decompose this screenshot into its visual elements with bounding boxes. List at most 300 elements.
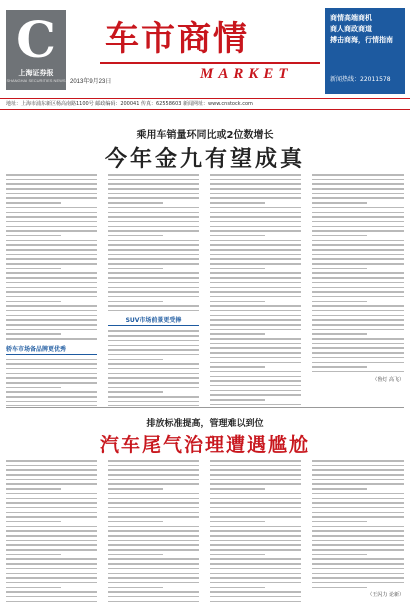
text-line xyxy=(312,188,404,190)
text-line xyxy=(210,385,301,387)
text-line xyxy=(210,357,301,359)
text-line xyxy=(6,212,97,214)
promo-box xyxy=(325,8,405,94)
section-heading: 轿车市场备品牌更优秀 xyxy=(6,344,97,355)
section-title-en: MARKET xyxy=(200,66,293,82)
text-line xyxy=(6,512,97,514)
text-line xyxy=(6,207,97,209)
text-line xyxy=(312,512,404,514)
text-line xyxy=(210,507,301,509)
text-line xyxy=(6,573,97,575)
text-line xyxy=(312,301,367,303)
text-line xyxy=(312,244,404,246)
text-line xyxy=(210,212,301,214)
text-line xyxy=(6,230,97,232)
text-line xyxy=(6,263,97,265)
text-line xyxy=(108,601,199,603)
text-line xyxy=(6,249,97,251)
text-line xyxy=(108,368,199,370)
text-line xyxy=(312,291,404,293)
text-line xyxy=(108,591,199,593)
text-line xyxy=(108,474,199,476)
section-logo xyxy=(6,10,66,90)
text-line xyxy=(312,202,367,204)
byline: （王闪力 论新） xyxy=(367,592,404,599)
article-body xyxy=(6,460,404,608)
text-line xyxy=(210,516,301,518)
text-line xyxy=(6,521,61,523)
text-line xyxy=(312,483,404,485)
text-line xyxy=(210,540,301,542)
text-line xyxy=(6,193,97,195)
text-line xyxy=(210,240,301,242)
text-line xyxy=(108,258,199,260)
text-line xyxy=(108,530,199,532)
text-line xyxy=(312,540,404,542)
masthead xyxy=(0,0,410,98)
promo-line: 商人商政商道 xyxy=(330,25,372,33)
text-line xyxy=(6,387,61,389)
text-line xyxy=(210,587,265,589)
text-line xyxy=(210,376,301,378)
text-line xyxy=(210,366,265,368)
text-line xyxy=(108,230,199,232)
text-line xyxy=(210,399,265,401)
text-line xyxy=(312,577,404,579)
text-line xyxy=(6,401,97,403)
text-line xyxy=(6,363,97,365)
text-line xyxy=(210,277,301,279)
text-line xyxy=(6,563,97,565)
text-line xyxy=(108,573,199,575)
text-line xyxy=(210,352,301,354)
text-line xyxy=(210,577,301,579)
text-line xyxy=(6,460,97,462)
text-line xyxy=(6,221,97,223)
text-line xyxy=(312,333,367,335)
text-line xyxy=(6,301,61,303)
text-column xyxy=(210,460,301,608)
text-line xyxy=(108,359,163,361)
text-line xyxy=(210,465,301,467)
text-line xyxy=(6,305,97,307)
text-line xyxy=(108,469,199,471)
text-line xyxy=(312,460,404,462)
text-line xyxy=(312,179,404,181)
text-line xyxy=(312,530,404,532)
text-line xyxy=(6,577,97,579)
text-line xyxy=(210,216,301,218)
text-line xyxy=(6,587,61,589)
text-line xyxy=(108,373,199,375)
text-line xyxy=(312,226,404,228)
text-line xyxy=(312,305,404,307)
text-line xyxy=(108,249,199,251)
text-line xyxy=(108,183,199,185)
text-line xyxy=(6,315,97,317)
text-line xyxy=(6,544,97,546)
text-line xyxy=(6,310,97,312)
text-line xyxy=(312,362,404,364)
text-line xyxy=(312,310,404,312)
text-line xyxy=(210,558,301,560)
text-line xyxy=(210,568,301,570)
text-line xyxy=(210,263,301,265)
text-line xyxy=(6,601,97,603)
text-column xyxy=(6,174,97,406)
text-line xyxy=(108,235,163,237)
text-line xyxy=(312,568,404,570)
text-line xyxy=(6,554,61,556)
text-line xyxy=(312,544,404,546)
text-line xyxy=(6,254,97,256)
text-line xyxy=(312,469,404,471)
text-line xyxy=(210,460,301,462)
text-line xyxy=(312,474,404,476)
text-line xyxy=(108,202,163,204)
text-line xyxy=(108,405,199,406)
text-line xyxy=(210,226,301,228)
text-line xyxy=(210,474,301,476)
text-line xyxy=(6,183,97,185)
text-line xyxy=(210,404,301,406)
text-line xyxy=(312,573,404,575)
issue-date: 2013年9月23日 xyxy=(70,79,112,85)
text-line xyxy=(312,371,404,373)
text-line xyxy=(312,240,404,242)
text-line xyxy=(6,507,97,509)
text-line xyxy=(6,282,97,284)
text-line xyxy=(6,235,61,237)
text-line xyxy=(210,530,301,532)
text-line xyxy=(6,174,97,176)
text-line xyxy=(210,319,301,321)
text-line xyxy=(108,483,199,485)
text-line xyxy=(210,230,301,232)
text-line xyxy=(108,221,199,223)
text-line xyxy=(6,582,97,584)
text-line xyxy=(108,345,199,347)
text-line xyxy=(312,347,404,349)
text-line xyxy=(312,197,404,199)
article-headline: 今年金九有望成真 xyxy=(104,147,305,172)
text-line xyxy=(6,338,97,340)
text-line xyxy=(312,516,404,518)
text-line xyxy=(6,498,97,500)
text-line xyxy=(6,179,97,181)
text-column xyxy=(108,174,199,406)
promo-line: 商情高端商机 xyxy=(330,14,372,22)
text-line xyxy=(108,349,199,351)
text-line xyxy=(6,377,97,379)
text-line xyxy=(6,493,97,495)
text-line xyxy=(108,310,199,312)
text-line xyxy=(312,488,367,490)
text-line xyxy=(6,535,97,537)
text-line xyxy=(312,507,404,509)
text-line xyxy=(210,207,301,209)
text-line xyxy=(312,558,404,560)
text-line xyxy=(210,498,301,500)
text-line xyxy=(312,268,367,270)
text-line xyxy=(210,183,301,185)
text-line xyxy=(210,174,301,176)
text-line xyxy=(108,263,199,265)
text-line xyxy=(210,296,301,298)
text-line xyxy=(6,465,97,467)
text-line xyxy=(312,193,404,195)
text-line xyxy=(312,319,404,321)
text-line xyxy=(210,310,301,312)
text-line xyxy=(312,338,404,340)
section-heading: SUV市场前景更受捧 xyxy=(108,315,199,326)
text-line xyxy=(108,460,199,462)
text-column xyxy=(108,460,199,608)
text-line xyxy=(210,380,301,382)
article-body xyxy=(6,174,404,406)
text-line xyxy=(6,474,97,476)
text-line xyxy=(6,359,97,361)
text-line xyxy=(108,549,199,551)
text-line xyxy=(210,272,301,274)
text-line xyxy=(108,587,163,589)
text-line xyxy=(108,282,199,284)
text-line xyxy=(210,235,265,237)
text-line xyxy=(6,488,61,490)
text-line xyxy=(210,483,301,485)
text-line xyxy=(108,554,163,556)
text-line xyxy=(312,352,404,354)
text-line xyxy=(108,479,199,481)
text-line xyxy=(6,202,61,204)
text-line xyxy=(108,240,199,242)
text-line xyxy=(108,363,199,365)
text-line xyxy=(210,179,301,181)
text-line xyxy=(6,333,61,335)
text-line xyxy=(6,483,97,485)
text-line xyxy=(210,549,301,551)
article-subtitle: 排放标准提高，管理难以到位 xyxy=(146,419,264,429)
text-line xyxy=(312,263,404,265)
text-line xyxy=(108,488,163,490)
text-line xyxy=(210,254,301,256)
text-column xyxy=(312,460,404,608)
text-line xyxy=(108,493,199,495)
text-line xyxy=(210,535,301,537)
text-line xyxy=(6,268,61,270)
section-title: 车市商情 xyxy=(105,19,249,59)
text-line xyxy=(6,469,97,471)
text-line xyxy=(312,315,404,317)
text-line xyxy=(210,202,265,204)
text-line xyxy=(6,272,97,274)
text-line xyxy=(108,305,199,307)
text-line xyxy=(312,526,404,528)
text-line xyxy=(108,544,199,546)
text-line xyxy=(312,296,404,298)
text-line xyxy=(108,301,163,303)
article-subtitle: 乘用车销量环同比或2位数增长 xyxy=(136,130,274,141)
text-line xyxy=(108,382,199,384)
text-line xyxy=(210,390,301,392)
text-line xyxy=(210,333,265,335)
text-line xyxy=(6,502,97,504)
text-line xyxy=(108,521,163,523)
text-line xyxy=(6,287,97,289)
text-line xyxy=(210,221,301,223)
text-line xyxy=(108,535,199,537)
text-line xyxy=(312,357,404,359)
text-line xyxy=(108,340,199,342)
text-line xyxy=(312,324,404,326)
text-line xyxy=(108,377,199,379)
text-line xyxy=(210,324,301,326)
text-line xyxy=(108,391,163,393)
text-line xyxy=(312,563,404,565)
text-line xyxy=(108,216,199,218)
text-line xyxy=(312,521,367,523)
text-line xyxy=(312,498,404,500)
text-line xyxy=(108,502,199,504)
text-line xyxy=(312,221,404,223)
text-line xyxy=(312,502,404,504)
text-line xyxy=(6,296,97,298)
text-line xyxy=(6,373,97,375)
address-text: 地址：上海市浦东新区杨高南路1100号 邮政编码：200041 传真：62558603 新闻网址：www.cnstock.com xyxy=(6,101,253,107)
text-line xyxy=(6,244,97,246)
section-letter: C xyxy=(16,10,56,69)
text-line xyxy=(108,179,199,181)
text-line xyxy=(312,329,404,331)
text-line xyxy=(210,488,265,490)
text-line xyxy=(108,174,199,176)
text-line xyxy=(108,396,199,398)
text-line xyxy=(312,493,404,495)
text-line xyxy=(210,394,301,396)
text-line xyxy=(108,526,199,528)
text-column xyxy=(6,460,97,608)
text-line xyxy=(6,526,97,528)
text-line xyxy=(210,338,301,340)
text-line xyxy=(210,362,301,364)
text-line xyxy=(312,465,404,467)
text-line xyxy=(6,240,97,242)
text-line xyxy=(312,282,404,284)
text-column xyxy=(312,174,404,406)
text-line xyxy=(6,197,97,199)
top-article xyxy=(0,112,410,407)
text-line xyxy=(6,188,97,190)
text-line xyxy=(6,558,97,560)
text-line xyxy=(6,382,97,384)
text-line xyxy=(108,596,199,598)
text-line xyxy=(312,549,404,551)
text-line xyxy=(210,343,301,345)
text-line xyxy=(210,371,301,373)
text-line xyxy=(108,465,199,467)
text-line xyxy=(108,226,199,228)
text-line xyxy=(210,329,301,331)
text-line xyxy=(6,591,97,593)
text-line xyxy=(6,291,97,293)
text-line xyxy=(6,568,97,570)
text-line xyxy=(6,596,97,598)
text-line xyxy=(312,554,367,556)
text-line xyxy=(108,197,199,199)
text-line xyxy=(210,544,301,546)
text-line xyxy=(6,391,97,393)
text-line xyxy=(108,268,163,270)
text-line xyxy=(210,521,265,523)
text-column xyxy=(210,174,301,406)
text-line xyxy=(210,563,301,565)
article-headline: 汽车尾气治理遭遇尴尬 xyxy=(99,434,310,456)
text-line xyxy=(312,249,404,251)
text-line xyxy=(210,197,301,199)
text-line xyxy=(6,226,97,228)
text-line xyxy=(210,469,301,471)
address-bar xyxy=(0,98,410,110)
text-line xyxy=(210,268,265,270)
text-line xyxy=(210,315,301,317)
text-line xyxy=(210,479,301,481)
text-line xyxy=(108,207,199,209)
text-line xyxy=(210,188,301,190)
text-line xyxy=(210,512,301,514)
text-line xyxy=(210,287,301,289)
text-line xyxy=(312,207,404,209)
bottom-article xyxy=(0,410,410,608)
text-line xyxy=(210,305,301,307)
text-line xyxy=(312,258,404,260)
text-line xyxy=(312,535,404,537)
text-line xyxy=(210,347,301,349)
text-line xyxy=(108,254,199,256)
text-line xyxy=(108,354,199,356)
text-line xyxy=(108,244,199,246)
text-line xyxy=(108,291,199,293)
promo-line: 搏击商海，行情指南 xyxy=(330,36,393,44)
text-line xyxy=(210,596,301,598)
paper-name: 上海证券报 xyxy=(18,70,54,77)
text-line xyxy=(312,479,404,481)
text-line xyxy=(210,249,301,251)
title-rule xyxy=(100,62,320,64)
text-line xyxy=(210,258,301,260)
text-line xyxy=(210,591,301,593)
text-line xyxy=(108,193,199,195)
text-line xyxy=(108,516,199,518)
text-line xyxy=(6,329,97,331)
text-line xyxy=(210,193,301,195)
text-line xyxy=(312,287,404,289)
text-line xyxy=(6,324,97,326)
text-line xyxy=(6,479,97,481)
text-line xyxy=(6,549,97,551)
text-line xyxy=(108,512,199,514)
text-line xyxy=(210,291,301,293)
text-line xyxy=(210,502,301,504)
text-line xyxy=(108,387,199,389)
text-line xyxy=(6,530,97,532)
paper-name-en: SHANGHAI SECURITIES NEWS xyxy=(6,78,66,83)
text-line xyxy=(108,401,199,403)
text-line xyxy=(210,601,301,603)
text-line xyxy=(108,563,199,565)
text-line xyxy=(108,188,199,190)
text-line xyxy=(6,516,97,518)
text-line xyxy=(312,366,367,368)
